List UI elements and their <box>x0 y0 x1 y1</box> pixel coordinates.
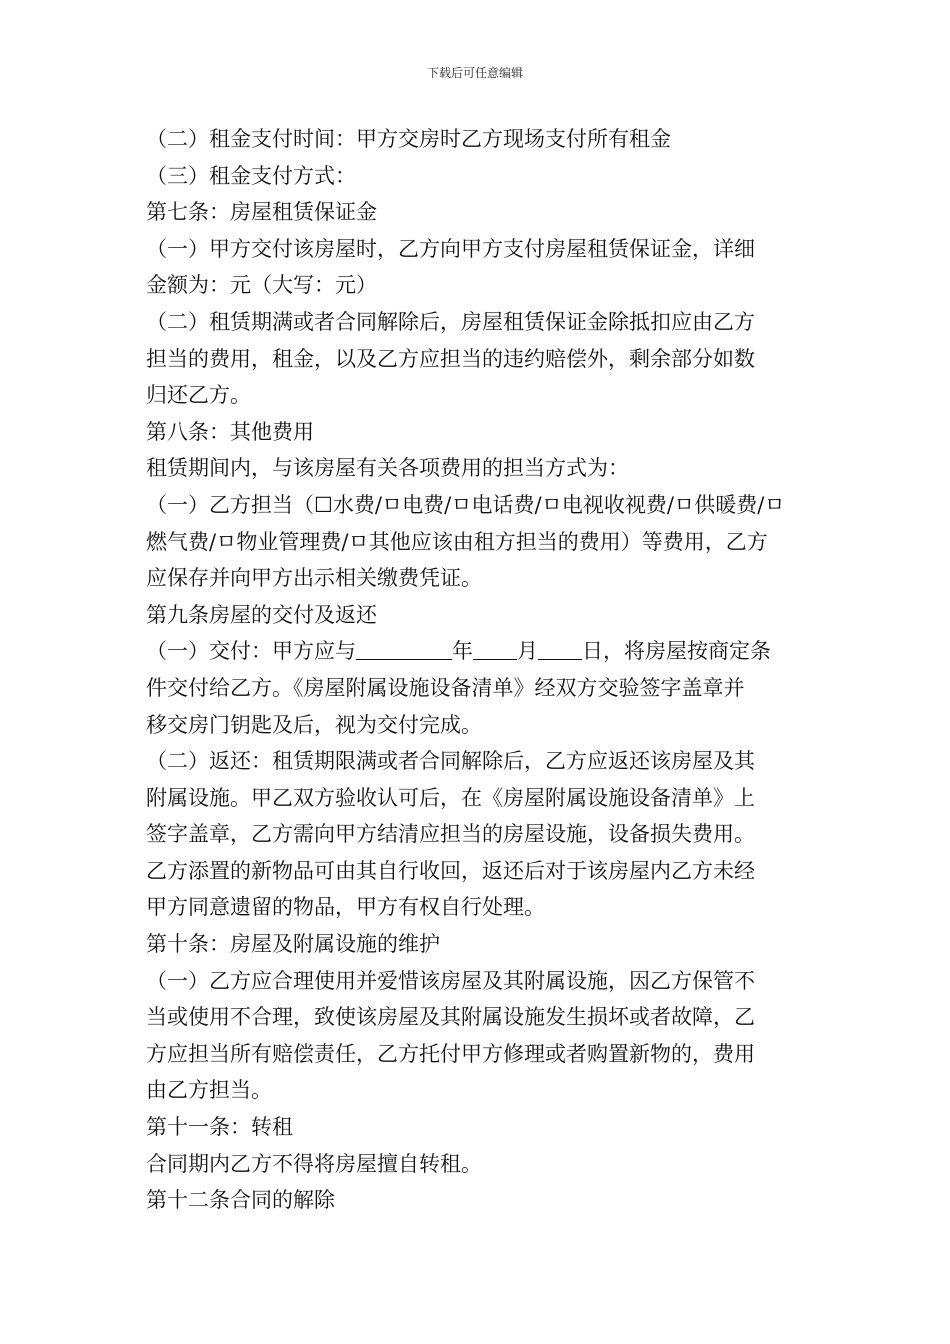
section-heading: 第九条房屋的交付及返还 <box>146 602 377 627</box>
text-line: 方应担当所有赔偿责任，乙方托付甲方修理或者购置新物的，费用 <box>146 1041 755 1066</box>
text-line: （一）乙方应合理使用并爱惜该房屋及其附属设施，因乙方保管不 <box>146 968 755 993</box>
month-label: 月 <box>517 639 538 664</box>
month-blank <box>473 637 517 660</box>
section-heading: 第十一条：转租 <box>146 1115 293 1140</box>
text-line: 签字盖章，乙方需向甲方结清应担当的房屋设施，设备损失费用。 <box>146 822 755 847</box>
section-heading: 第十条：房屋及附属设施的维护 <box>146 932 440 957</box>
text-line: 乙方添置的新物品可由其自行收回，返还后对于该房屋内乙方未经 <box>146 858 755 883</box>
text-line: 当或使用不合理，致使该房屋及其附属设施发生损坏或者故障，乙 <box>146 1005 755 1030</box>
text-line: 燃气费/ㅁ物业管理费/ㅁ其他应该由租方担当的费用）等费用，乙方 <box>146 529 768 554</box>
text-line: 归还乙方。 <box>146 383 251 408</box>
text-line: （三）租金支付方式： <box>146 163 356 188</box>
section-heading: 第十二条合同的解除 <box>146 1188 335 1213</box>
text-line: （一）乙方担当（☐水费/ㅁ电费/ㅁ电话费/ㅁ电视收视费/ㅁ供暖费/ㅁ <box>146 492 785 517</box>
section-heading: 第七条：房屋租赁保证金 <box>146 200 377 225</box>
day-label: 日，将房屋按商定条 <box>582 639 771 664</box>
text-line: （二）返还：租赁期限满或者合同解除后，乙方应返还该房屋及其 <box>146 749 755 774</box>
delivery-date-prefix: （一）交付：甲方应与 <box>146 639 356 664</box>
text-line: （一）甲方交付该房屋时，乙方向甲方支付房屋租赁保证金，详细 <box>146 236 755 261</box>
page-header: 下载后可任意编辑 <box>426 66 523 80</box>
delivery-date-line <box>146 633 812 670</box>
text-line: （二）租金支付时间：甲方交房时乙方现场支付所有租金 <box>146 127 671 151</box>
text-line: 金额为：元（大写：元） <box>146 273 377 298</box>
text-line: （二）租赁期满或者合同解除后，房屋租赁保证金除抵扣应由乙方 <box>146 309 755 334</box>
text-line: 由乙方担当。 <box>146 1078 272 1103</box>
year-blank <box>356 637 452 660</box>
section-heading: 第八条：其他费用 <box>146 419 314 444</box>
day-blank <box>538 637 582 660</box>
text-line: 租赁期间内，与该房屋有关各项费用的担当方式为： <box>146 456 629 481</box>
text-line: 担当的费用，租金，以及乙方应担当的违约赔偿外，剩余部分如数 <box>146 346 755 371</box>
text-line: 应保存并向甲方出示相关缴费凭证。 <box>146 566 482 591</box>
year-label: 年 <box>452 639 473 664</box>
text-line: 合同期内乙方不得将房屋擅自转租。 <box>146 1151 482 1176</box>
text-line: 附属设施。甲乙双方验收认可后，在《房屋附属设施设备清单》上 <box>146 785 755 810</box>
text-line: 移交房门钥匙及后，视为交付完成。 <box>146 712 482 737</box>
document-body <box>146 121 812 1219</box>
text-line: 甲方同意遗留的物品，甲方有权自行处理。 <box>146 895 545 920</box>
text-line: 件交付给乙方。《房屋附属设施设备清单》经双方交验签字盖章并 <box>146 675 745 700</box>
